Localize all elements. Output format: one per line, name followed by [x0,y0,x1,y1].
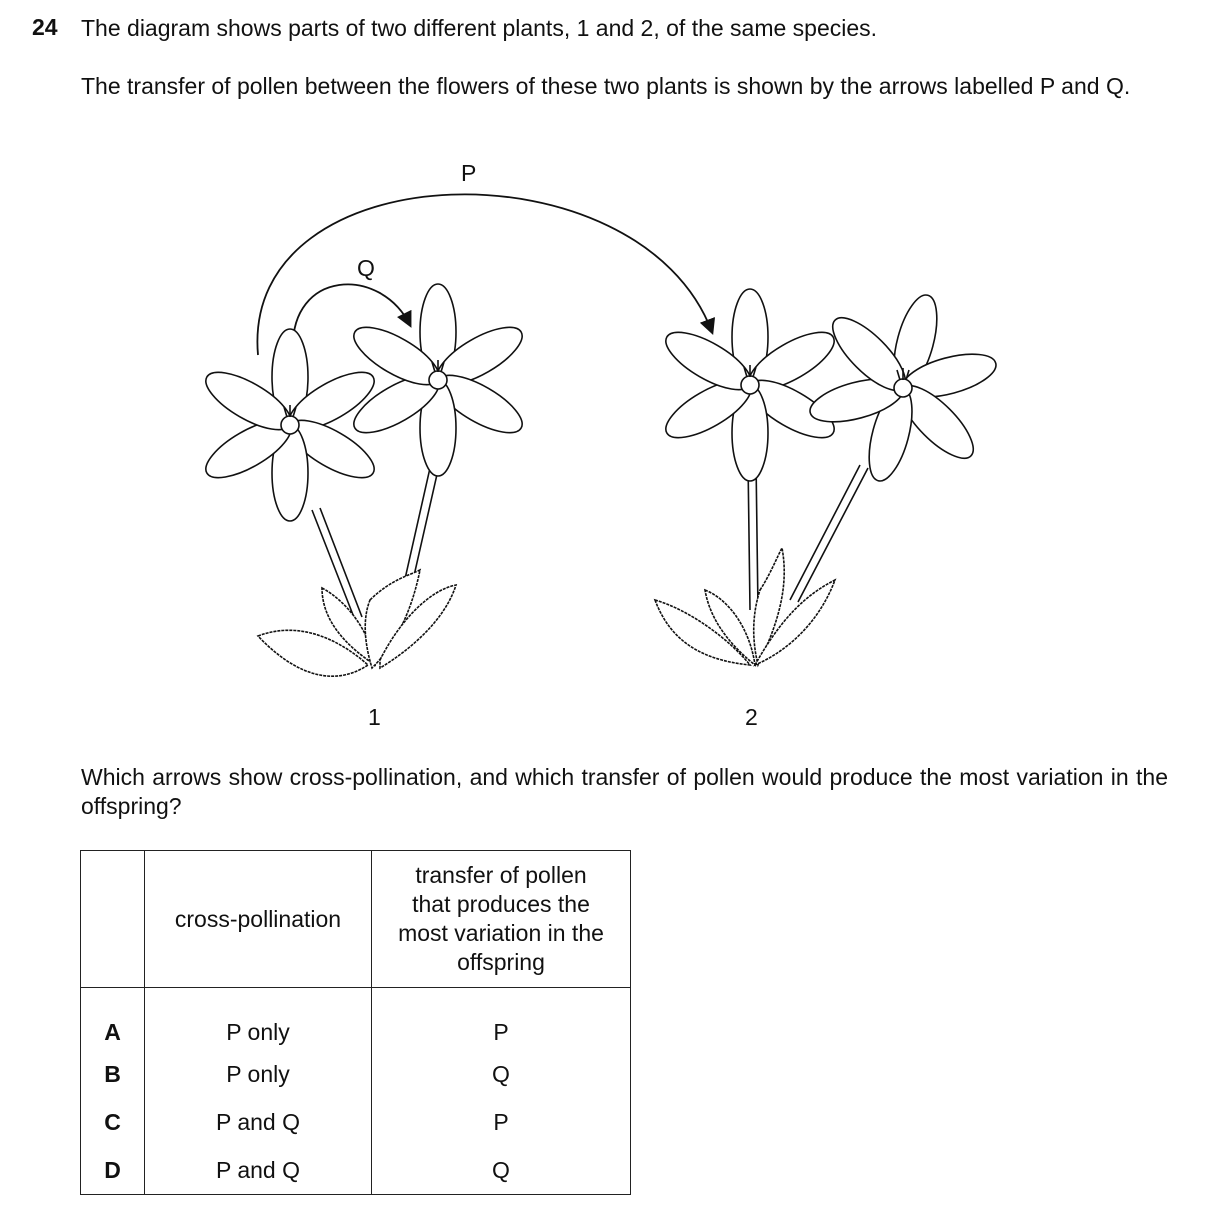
option-label: A [81,988,145,1051]
cross-value: P and Q [145,1146,372,1195]
header-option [81,851,145,988]
transfer-value: Q [372,1050,631,1098]
table-row [81,1098,631,1146]
plant-1 [198,284,530,676]
transfer-value: Q [372,1146,631,1195]
pollination-diagram [0,150,1209,740]
table-header-row [81,851,631,988]
header-transfer-text: transfer of pollen that produces the most variation in the offspring [398,862,604,975]
header-transfer [372,851,631,988]
transfer-value: P [372,1098,631,1146]
cross-value: P only [145,988,372,1051]
arrow-q-label: Q [357,255,375,281]
arrow-p-label: P [461,160,477,186]
plant-2-label: 2 [745,704,758,730]
question-transfer-text: The transfer of pollen between the flowers of these two plants is shown by the arrows labelled P and Q. [81,73,1131,99]
header-cross-pollination: cross-pollination [145,851,372,988]
cross-value: P only [145,1050,372,1098]
table-row [81,1146,631,1195]
question-prompt: Which arrows show cross-pollination, and which transfer of pollen would produce the most variation in the offspring? [81,764,1168,819]
question-number: 24 [32,14,58,40]
option-label: B [81,1050,145,1098]
table-row [81,1050,631,1098]
transfer-value: P [372,988,631,1051]
table-row [81,988,631,1051]
question-intro: The diagram shows parts of two different plants, 1 and 2, of the same species. [81,15,878,41]
arrow-p [257,194,712,355]
plant-1-label: 1 [368,704,381,730]
option-label: D [81,1146,145,1195]
answer-table [80,850,631,1195]
plant-2 [655,289,1000,665]
cross-value: P and Q [145,1098,372,1146]
option-label: C [81,1098,145,1146]
